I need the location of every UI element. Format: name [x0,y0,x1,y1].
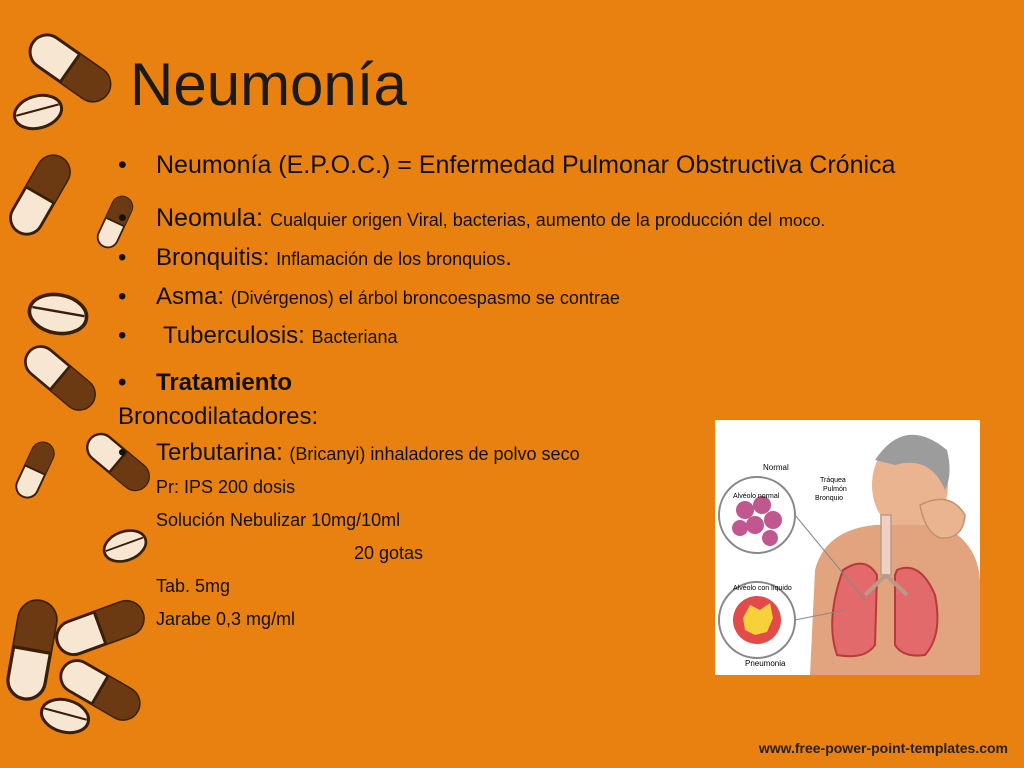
tuberculosis-text: Bacteriana [311,327,398,347]
tuberculosis-label: Tuberculosis: [163,322,305,349]
footer-url: www.free-power-point-templates.com [758,740,1008,756]
label-alveolo-liquido: Alvéolo con líquido [733,585,792,592]
detail-line: Tab. 5mg [156,576,231,596]
label-bronquio: Bronquio [815,495,844,502]
capsule-pill-icon [5,150,76,240]
bullet-dot: • [118,283,127,310]
pneumonia-illustration [715,420,980,675]
slide-title: Neumonía [130,51,407,118]
capsule-pill-icon [5,598,59,702]
bullet-epoc [118,148,970,182]
fluid-alveolus-icon [733,596,781,644]
detail-line: Solución Nebulizar 10mg/10ml [156,510,401,530]
bullet-dot: • [118,204,127,232]
bronquitis-text: Inflamación de los bronquios [276,249,506,269]
broncodilatadores-heading: Broncodilatadores: [118,403,319,430]
terbutarina-label: Terbutarina: [156,439,283,466]
asma-text: (Divérgenos) el árbol broncoespasmo se contrae [230,288,620,308]
tablet-pill-icon [26,290,89,338]
bullet-dot: • [118,439,127,466]
bullet-dot: • [118,151,127,179]
bullet-tuberculosis [118,319,970,354]
bullet-dot: • [118,369,127,396]
bullet-dot: • [118,244,127,271]
asma-label: Asma: [156,283,225,310]
detail-line: Jarabe 0,3 mg/ml [156,609,296,629]
detail-line: 20 gotas [354,543,424,563]
epoc-text: Neumonía (E.P.O.C.) = Enfermedad Pulmonar Obstructiva Crónica [156,151,896,179]
label-pulmon: Pulmón [823,486,847,493]
neomula-label: Neomula: [156,204,263,232]
tablet-pill-icon [11,90,66,133]
bronquitis-label: Bronquitis: [156,244,270,271]
capsule-pill-icon [19,340,101,416]
label-alveolo-normal: Alvéolo normal [733,493,780,500]
pneumonia-diagram [715,420,980,675]
bullet-dot: • [118,322,127,349]
terbutarina-text: (Bricanyi) inhaladores de polvo seco [289,444,580,464]
bullet-neomula [118,204,970,235]
capsule-pill-icon [13,439,58,501]
label-pneumonia: Pneumonia [745,659,786,668]
bronquitis-end: . [505,244,512,271]
bullet-asma [118,280,970,315]
label-normal: Normal [763,463,789,472]
label-traquea: Tráquea [820,477,846,484]
bullet-tratamiento [118,366,970,400]
detail-line: Pr: IPS 200 dosis [156,477,296,497]
tratamiento-label: Tratamiento [156,369,293,396]
bullet-bronquitis [118,241,970,276]
neomula-text: Cualquier origen Viral, bacterias, aumento de la producción del [269,210,772,230]
neomula-text-2: moco. [778,211,826,230]
